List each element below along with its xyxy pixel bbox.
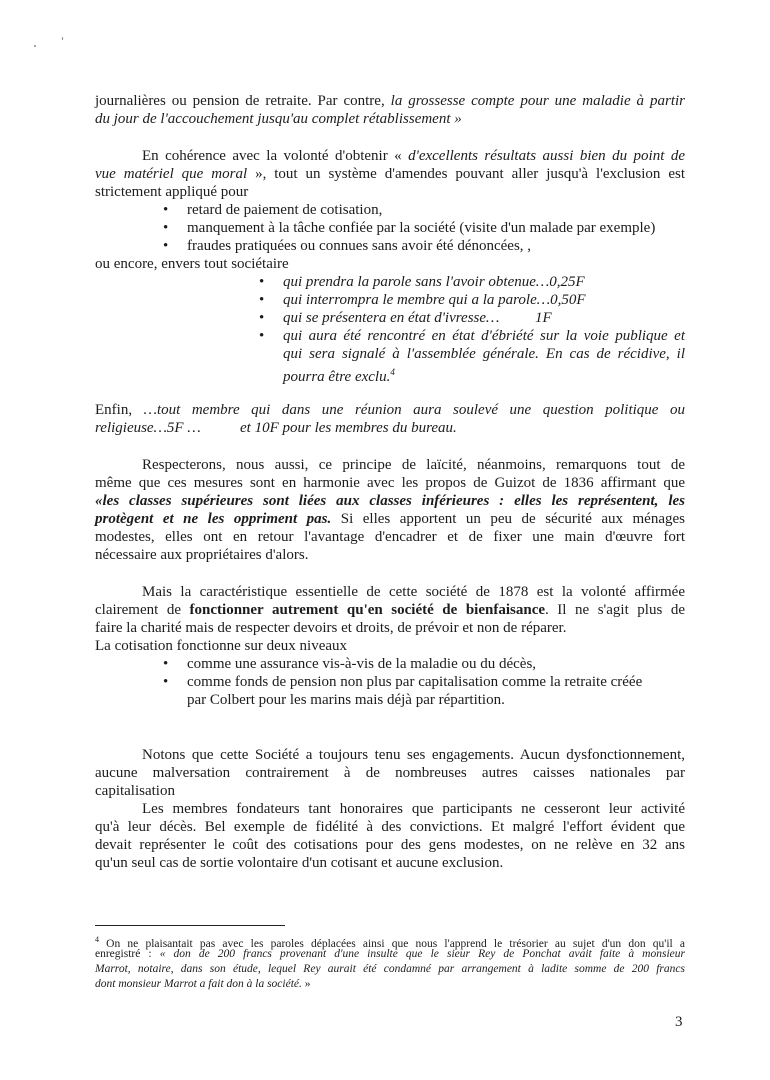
- bullet-item: [259, 309, 500, 327]
- text-run: La cotisation fonctionne sur deux niveaux: [95, 638, 348, 654]
- paragraph-7-line-4: [95, 854, 685, 872]
- text-run: pourra être exclu.: [283, 369, 391, 385]
- bullet-text: comme fonds de pension non plus par capitalisation comme la retraite créée: [187, 674, 643, 690]
- bold-emphasis: fonctionner autrement qu'en société de bienfaisance: [189, 602, 546, 618]
- italic-quote: dont monsieur Marrot a fait don à la société.: [95, 978, 302, 990]
- text-run: aucune malversation contrairement à de nombreuses autres caisses nationales par: [95, 765, 685, 781]
- paragraph-2-line-2: [95, 165, 685, 183]
- bullet-text: qui aura été rencontré en état d'ébriété sur la voie publique et: [283, 328, 685, 344]
- bullet-continuation: [187, 691, 505, 709]
- italic-quote: d'excellents résultats aussi bien du point de: [408, 148, 685, 164]
- text-run: Si elles apportent un peu de sécurité aux ménages: [331, 511, 685, 527]
- italic-quote: vue matériel que moral: [95, 166, 248, 182]
- text-run: journalières ou pension de retraite. Par contre,: [95, 93, 391, 109]
- footnote-reference[interactable]: 4: [390, 367, 395, 377]
- paragraph-7-line-2: [95, 818, 685, 836]
- italic-quote: la grossesse compte pour une maladie à partir: [390, 93, 686, 109]
- paragraph-3-line-2b: [240, 419, 457, 437]
- bold-italic-quote: protègent et ne les oppriment pas.: [95, 511, 332, 527]
- text-run: », tout un système d'amendes pouvant aller jusqu'à l'exclusion est: [247, 166, 685, 182]
- bullet-item: [163, 219, 656, 237]
- text-run: modestes, elles ont en retour l'avantage d'encadrer et de fixer une main d'œuvre fort: [95, 529, 685, 545]
- bullet-icon: •: [259, 310, 265, 326]
- text-run: religieuse…5F …: [95, 420, 201, 436]
- paragraph-4-line-2: [95, 474, 685, 492]
- paragraph-5-line-4: [95, 637, 685, 655]
- paragraph-3-line-1: [95, 401, 685, 419]
- bullet-text: fraudes pratiquées ou connues sans avoir été dénoncées, ,: [187, 238, 532, 254]
- bullet-item: [259, 291, 586, 309]
- bullet-icon: •: [163, 656, 169, 672]
- text-run: En cohérence avec la volonté d'obtenir «: [142, 148, 409, 164]
- bullet-icon: •: [259, 292, 265, 308]
- bold-italic-quote: «les classes supérieures sont liées aux classes inférieures : elles les représentent, les: [95, 493, 685, 509]
- bullet-text: comme une assurance vis-à-vis de la maladie ou du décès,: [187, 656, 537, 672]
- paragraph-6-line-2: [95, 764, 685, 782]
- bullet-icon: •: [163, 674, 169, 690]
- scan-speck: [62, 37, 63, 40]
- paragraph-7-line-1: [95, 800, 685, 818]
- bullet-icon: •: [259, 274, 265, 290]
- text-run: On ne plaisantait pas avec les paroles déplacées ainsi que nous l'apprend le trésorier au sujet d'un don qu'il a: [99, 937, 685, 950]
- paragraph-7-line-3: [95, 836, 685, 854]
- scan-speck: [34, 45, 36, 47]
- paragraph-5-line-3: [95, 619, 685, 637]
- text-run: faire la charité mais de respecter devoirs et droits, de prévoir et non de réparer.: [95, 620, 567, 636]
- bullet-icon: •: [163, 238, 169, 254]
- paragraph-1-line-1: [95, 92, 685, 110]
- paragraph-1-line-2: [95, 110, 685, 128]
- paragraph-4-line-4: [95, 510, 685, 528]
- bullet-item: [163, 201, 383, 219]
- text-run: devait représenter le coût des cotisations pour des gens modestes, on ne relève en 32 ans: [95, 837, 685, 853]
- paragraph-2-line-1: [95, 147, 685, 165]
- text-run: qu'à leur décès. Bel exemple de fidélité à des convictions. Et malgré l'effort évident que: [95, 819, 685, 835]
- text-run: Respecterons, nous aussi, ce principe de laïcité, néanmoins, remarquons tout de: [142, 457, 685, 473]
- paragraph-6-line-3: [95, 782, 685, 800]
- bullet-text: manquement à la tâche confiée par la société (visite d'un malade par exemple): [187, 220, 656, 236]
- paragraph-2-line-3: [95, 183, 685, 201]
- bullet-icon: •: [259, 328, 265, 344]
- bullet-item: [259, 327, 685, 345]
- text-run: Enfin,: [95, 402, 144, 418]
- bullet-text: qui interrompra le membre qui a la parole…0,50F: [283, 292, 586, 308]
- text-run: clairement de: [95, 602, 190, 618]
- italic-quote: « don de 200 francs provenant d'une insulte que le sieur Rey de Ponchat avait faite à monsieur: [159, 948, 685, 960]
- page-number: 3: [675, 1014, 683, 1030]
- footnote-mark: 4: [95, 935, 99, 944]
- bullet-icon: •: [163, 220, 169, 236]
- text-run: »: [301, 978, 311, 990]
- fine-amount: [535, 309, 552, 327]
- text-run: qu'un seul cas de sortie volontaire d'un cotisant et aucune exclusion.: [95, 855, 504, 871]
- text-run: et 10F pour les membres du bureau.: [240, 420, 457, 436]
- ou-encore-line: [95, 255, 289, 273]
- text-run: . Il ne s'agit plus de: [545, 602, 685, 618]
- text-run: Notons que cette Société a toujours tenu ses engagements. Aucun dysfonctionnement,: [142, 747, 685, 763]
- text-run: qui sera signalé à l'assemblée générale. En cas de récidive, il: [283, 346, 685, 362]
- bullet-continuation: [283, 345, 685, 363]
- text-run: strictement appliqué pour: [95, 184, 249, 200]
- text-run: ou encore, envers tout sociétaire: [95, 256, 289, 272]
- footnote-line-2: [95, 947, 685, 962]
- paragraph-6-line-1: [95, 746, 685, 764]
- bullet-text: retard de paiement de cotisation,: [187, 202, 383, 218]
- text-run: enregistré :: [95, 948, 160, 960]
- paragraph-3-line-2a: [95, 419, 201, 437]
- bullet-text: qui se présentera en état d'ivresse…: [283, 310, 500, 326]
- text-run: 1F: [535, 310, 552, 326]
- bullet-item: [163, 237, 532, 255]
- italic-quote: …tout membre qui dans une réunion aura soulevé une question politique ou: [143, 402, 686, 418]
- bullet-item: [259, 273, 585, 291]
- bullet-item: [163, 655, 537, 673]
- text-run: nécessaire aux propriétaires d'alors.: [95, 547, 309, 563]
- bullet-item: [163, 673, 643, 691]
- footnote-separator: [95, 925, 285, 926]
- text-run: même que ces mesures sont en harmonie avec les propos de Guizot de 1836 affirmant que: [95, 475, 685, 491]
- footnote-line-3: [95, 962, 685, 977]
- italic-quote: du jour de l'accouchement jusqu'au complet rétablissement »: [95, 111, 462, 127]
- paragraph-5-line-2: [95, 601, 685, 619]
- bullet-text: qui prendra la parole sans l'avoir obtenue…0,25F: [283, 274, 585, 290]
- paragraph-4-line-3: [95, 492, 685, 510]
- paragraph-5-line-1: [95, 583, 685, 601]
- paragraph-4-line-6: [95, 546, 685, 564]
- text-run: Les membres fondateurs tant honoraires que participants ne cesseront leur activité: [142, 801, 685, 817]
- text-run: capitalisation: [95, 783, 175, 799]
- text-run: Mais la caractéristique essentielle de cette société de 1878 est la volonté affirmée: [142, 584, 685, 600]
- text-run: par Colbert pour les marins mais déjà par répartition.: [187, 692, 505, 708]
- paragraph-4-line-1: [95, 456, 685, 474]
- footnote-line-4: [95, 977, 685, 992]
- paragraph-4-line-5: [95, 528, 685, 546]
- bullet-icon: •: [163, 202, 169, 218]
- bullet-continuation: [283, 363, 395, 386]
- italic-quote: Marrot, notaire, dans son étude, lequel Rey aurait été condamné par arrangement à ladite somme de 200 francs: [95, 963, 685, 975]
